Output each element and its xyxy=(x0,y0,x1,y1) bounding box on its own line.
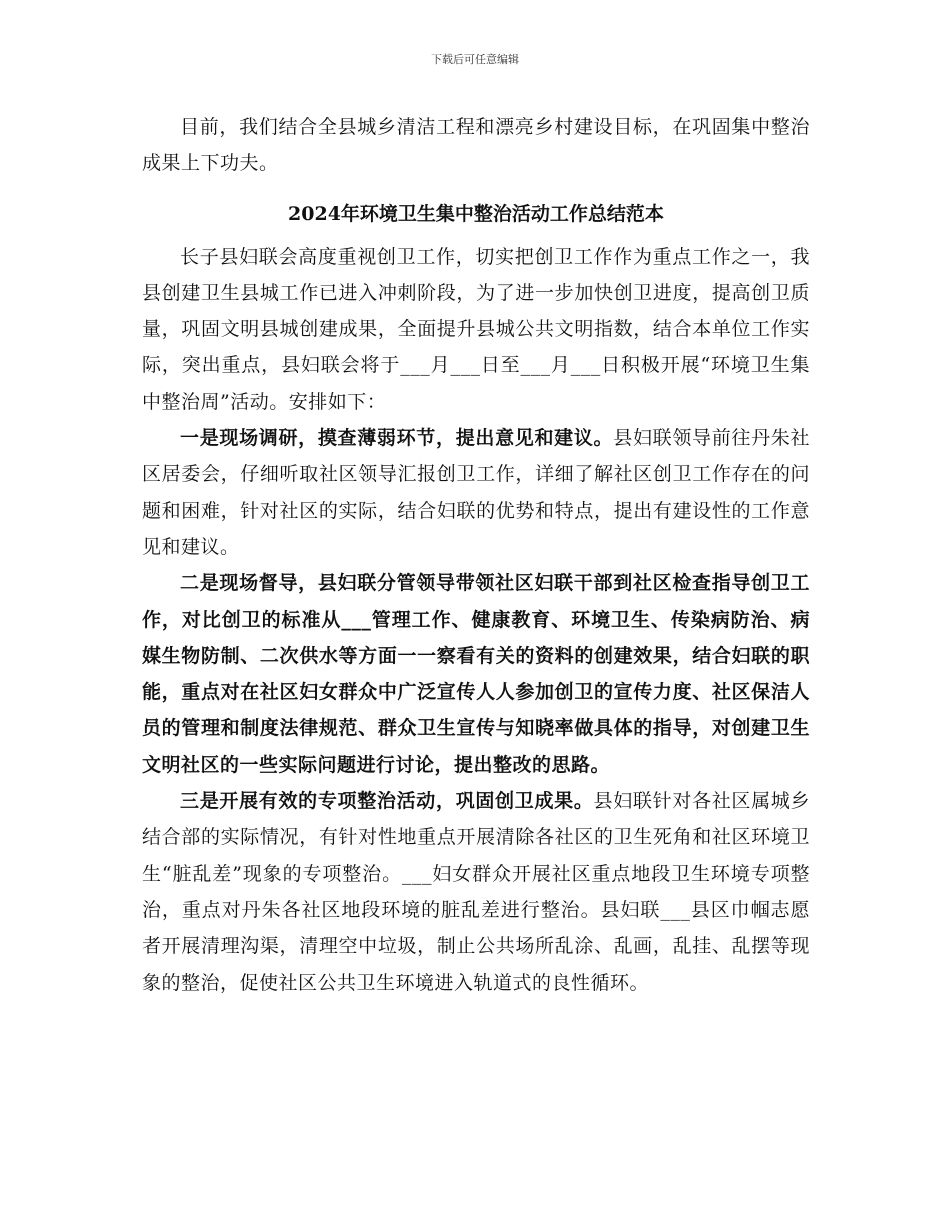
document-body xyxy=(142,109,810,1001)
intro-paragraph: 目前，我们结合全县城乡清洁工程和漂亮乡村建设目标，在巩固集中整治成果上下功夫。 xyxy=(142,116,810,175)
page-header: 下载后可任意编辑 xyxy=(431,53,519,66)
paragraph-campaign xyxy=(142,783,810,1001)
document-title: 2024年环境卫生集中整治活动工作总结范本 xyxy=(288,202,664,225)
paragraph-overview: 长子县妇联会高度重视创卫工作，切实把创卫工作作为重点工作之一，我县创建卫生县城工作已进入冲刺阶段，为了进一步加快创卫进度，提高创卫质量，巩固文明县城创建成果，全面提升县城公共文明指数，结合本单位工作实际，突出重点，县妇联会将于___月___日至___月___日积极开展“环境卫生集中整治周”活动。安排如下： xyxy=(142,245,810,413)
paragraph-research xyxy=(142,420,810,565)
paragraph-supervision: 二是现场督导，县妇联分管领导带领社区妇联干部到社区检查指导创卫工作，对比创卫的标准从___管理工作、健康教育、环境卫生、传染病防治、病媒生物防制、二次供水等方面一一察看有关的资料的创建效果，结合妇联的职能，重点对在社区妇女群众中广泛宣传人人参加创卫的宣传力度、社区保洁人员的管理和制度法律规范、群众卫生宣传与知晓率做具体的指导，对创建卫生文明社区的一些实际问题进行讨论，提出整改的思路。 xyxy=(142,572,810,776)
paragraph-campaign-lead: 三是开展有效的专项整治活动，巩固创卫成果。 xyxy=(180,790,594,813)
paragraph-research-body: 县妇联领导前往丹朱社区居委会，仔细听取社区领导汇报创卫工作，详细了解社区创卫工作存在的问题和困难，针对社区的实际，结合妇联的优势和特点，提出有建设性的工作意见和建议。 xyxy=(142,427,810,558)
paragraph-research-lead: 一是现场调研，摸查薄弱环节，提出意见和建议。 xyxy=(180,427,614,450)
paragraph-campaign-body: 县妇联针对各社区属城乡结合部的实际情况，有针对性地重点开展清除各社区的卫生死角和社区环境卫生“脏乱差”现象的专项整治。___妇女群众开展社区重点地段卫生环境专项整治，重点对丹朱各社区地段环境的脏乱差进行整治。县妇联___县区巾帼志愿者开展清理沟渠，清理空中垃圾，制止公共场所乱涂、乱画，乱挂、乱摆等现象的整治，促使社区公共卫生环境进入轨道式的良性循环。 xyxy=(142,790,810,994)
